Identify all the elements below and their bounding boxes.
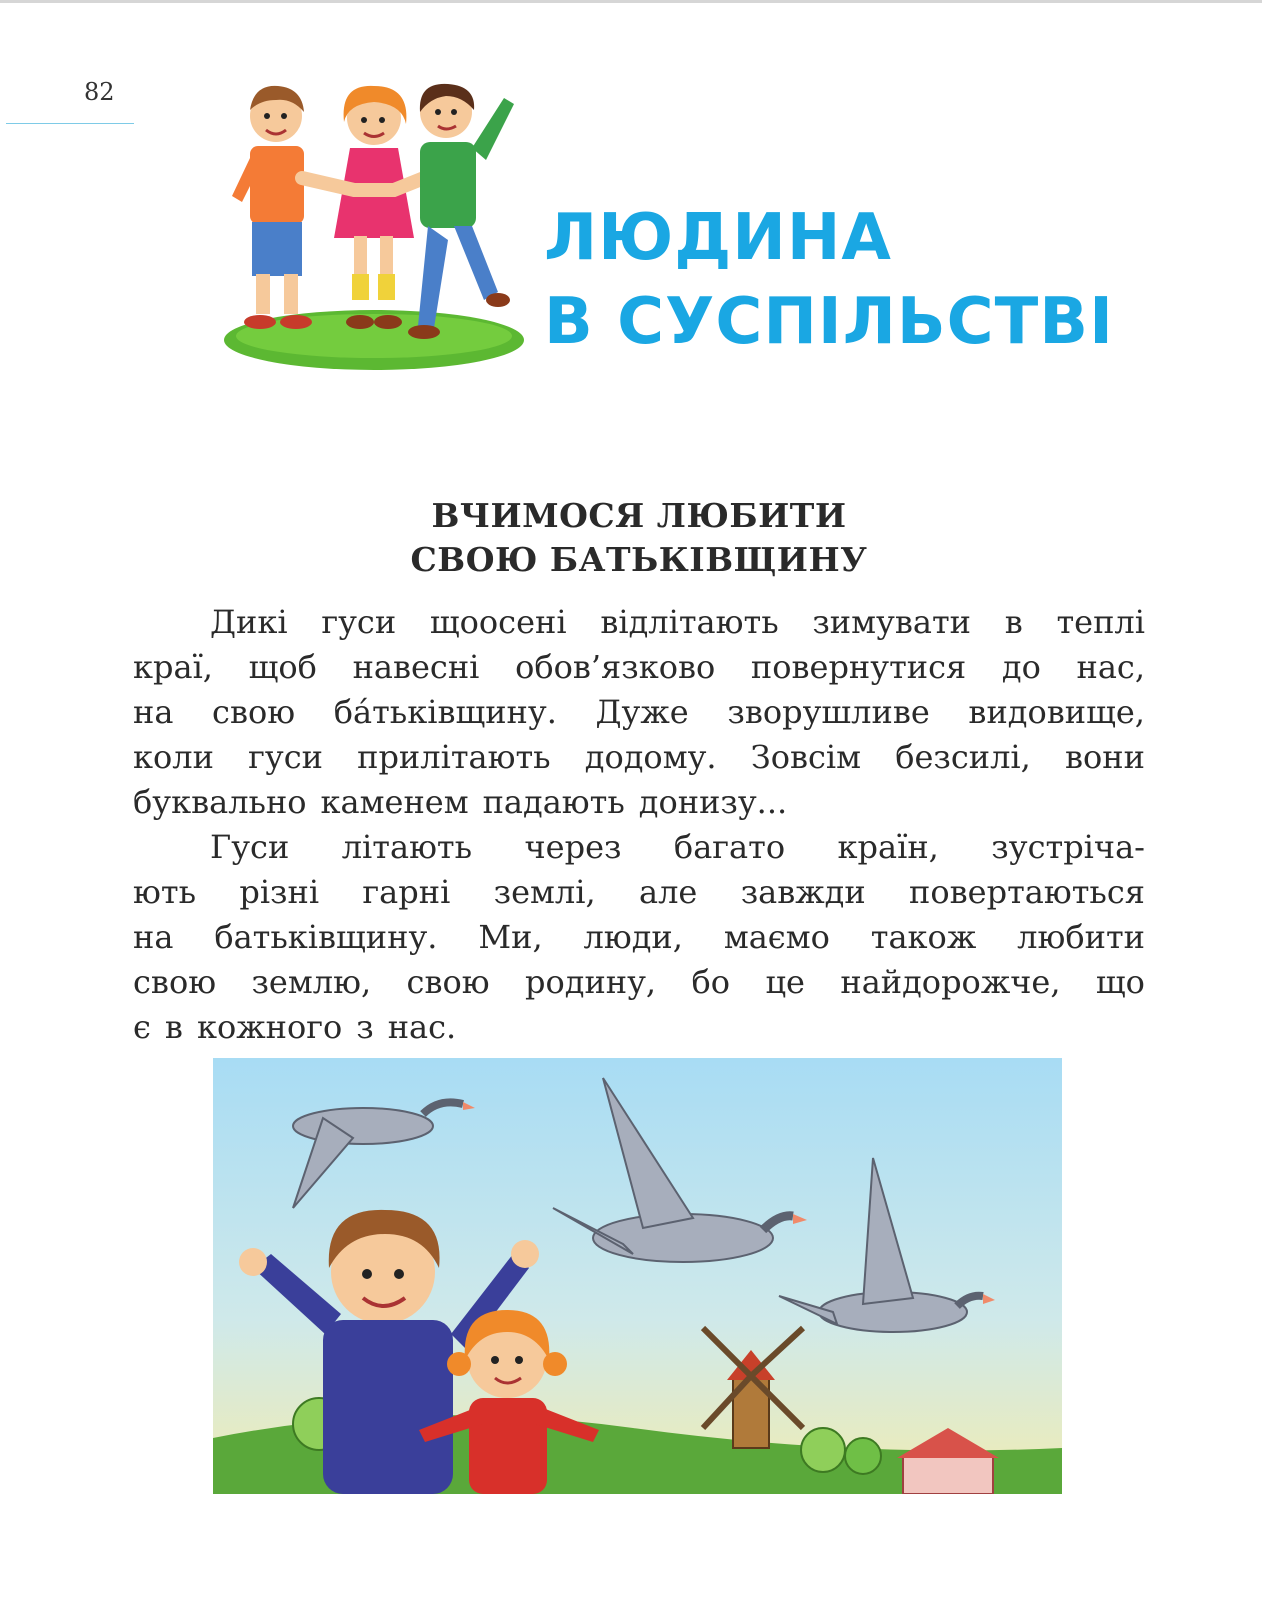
text-word: відлітають: [600, 603, 779, 641]
text-word: до: [1001, 648, 1041, 686]
text-line: [133, 645, 1145, 690]
text-word: маємо: [723, 918, 830, 956]
text-word: завжди: [740, 873, 866, 911]
text-word: літають: [341, 828, 473, 866]
text-word: зворушливе: [727, 693, 930, 731]
lesson-heading: [0, 494, 1262, 582]
text-word: Гуси: [210, 828, 290, 866]
text-word: щоб: [248, 648, 317, 686]
text-line: [133, 1005, 1145, 1050]
text-word: бо: [691, 963, 731, 1001]
paragraph: [133, 825, 1145, 1050]
text-word: прилітають: [357, 738, 551, 776]
text-line: [133, 870, 1145, 915]
text-word: через: [524, 828, 622, 866]
text-line: [133, 690, 1145, 735]
text-word: в: [164, 1008, 183, 1046]
text-word: щоосені: [429, 603, 567, 641]
text-word: кожного: [196, 1008, 343, 1046]
text-word: в: [1004, 603, 1023, 641]
text-word: гуси: [321, 603, 397, 641]
paragraph: [133, 600, 1145, 825]
text-word: повертаються: [909, 873, 1145, 911]
page-number-underline: [6, 123, 134, 124]
section-title-line-1: ЛЮДИНА: [544, 201, 892, 275]
text-word: є: [133, 1008, 151, 1046]
text-line: [133, 735, 1145, 780]
text-word: донизу...: [638, 783, 788, 821]
page-number: 82: [84, 78, 115, 106]
text-word: країн,: [837, 828, 939, 866]
text-word: ба́тьківщину.: [333, 693, 557, 731]
text-word: додому.: [584, 738, 717, 776]
text-word: нас.: [387, 1008, 457, 1046]
text-word: обов’язково: [515, 648, 716, 686]
text-word: багато: [673, 828, 786, 866]
section-title-line-2: В СУСПІЛЬСТВІ: [544, 285, 1114, 359]
text-word: зустріча-: [991, 828, 1145, 866]
text-word: землі,: [493, 873, 596, 911]
text-word: ють: [133, 873, 196, 911]
text-line: [133, 600, 1145, 645]
text-line: [133, 780, 1145, 825]
text-word: свою: [406, 963, 490, 1001]
text-word: гарні: [362, 873, 451, 911]
text-word: свою: [212, 693, 296, 731]
text-word: Дуже: [595, 693, 689, 731]
text-word: теплі: [1056, 603, 1145, 641]
text-word: різні: [239, 873, 320, 911]
text-word: нас,: [1076, 648, 1145, 686]
text-line: [133, 960, 1145, 1005]
text-word: на: [133, 693, 174, 731]
text-line: [133, 825, 1145, 870]
text-word: навесні: [352, 648, 480, 686]
section-title: [544, 196, 1114, 364]
text-word: гуси: [248, 738, 323, 776]
text-word: родину,: [524, 963, 657, 1001]
page-top-rule: [0, 0, 1262, 3]
text-word: Ми,: [478, 918, 543, 956]
text-word: падають: [482, 783, 625, 821]
text-word: каменем: [320, 783, 469, 821]
text-word: але: [639, 873, 698, 911]
text-line: [133, 915, 1145, 960]
text-word: що: [1095, 963, 1145, 1001]
lesson-body-text: [133, 600, 1145, 1050]
text-word: буквально: [133, 783, 307, 821]
text-word: Дикі: [210, 603, 288, 641]
lesson-heading-line-1: ВЧИМОСЯ ЛЮБИТИ: [431, 496, 847, 535]
text-word: безсилі,: [895, 738, 1031, 776]
text-word: найдорожче,: [840, 963, 1061, 1001]
text-word: вони: [1065, 738, 1145, 776]
text-word: свою: [133, 963, 217, 1001]
text-word: землю,: [251, 963, 372, 1001]
children-watching-wild-geese-icon: [213, 1058, 1062, 1494]
text-word: коли: [133, 738, 214, 776]
text-word: це: [765, 963, 805, 1001]
text-word: Зовсім: [750, 738, 862, 776]
text-word: зимувати: [812, 603, 971, 641]
text-word: повернутися: [750, 648, 967, 686]
text-word: також: [870, 918, 977, 956]
text-word: любити: [1017, 918, 1145, 956]
lesson-heading-line-2: СВОЮ БАТЬКІВЩИНУ: [410, 540, 868, 579]
text-word: з: [356, 1008, 374, 1046]
text-word: люди,: [583, 918, 683, 956]
text-word: на: [133, 918, 174, 956]
text-word: батьківщину.: [214, 918, 438, 956]
text-word: видовище,: [968, 693, 1145, 731]
text-word: краї,: [133, 648, 213, 686]
three-children-holding-hands-icon: [214, 78, 532, 378]
